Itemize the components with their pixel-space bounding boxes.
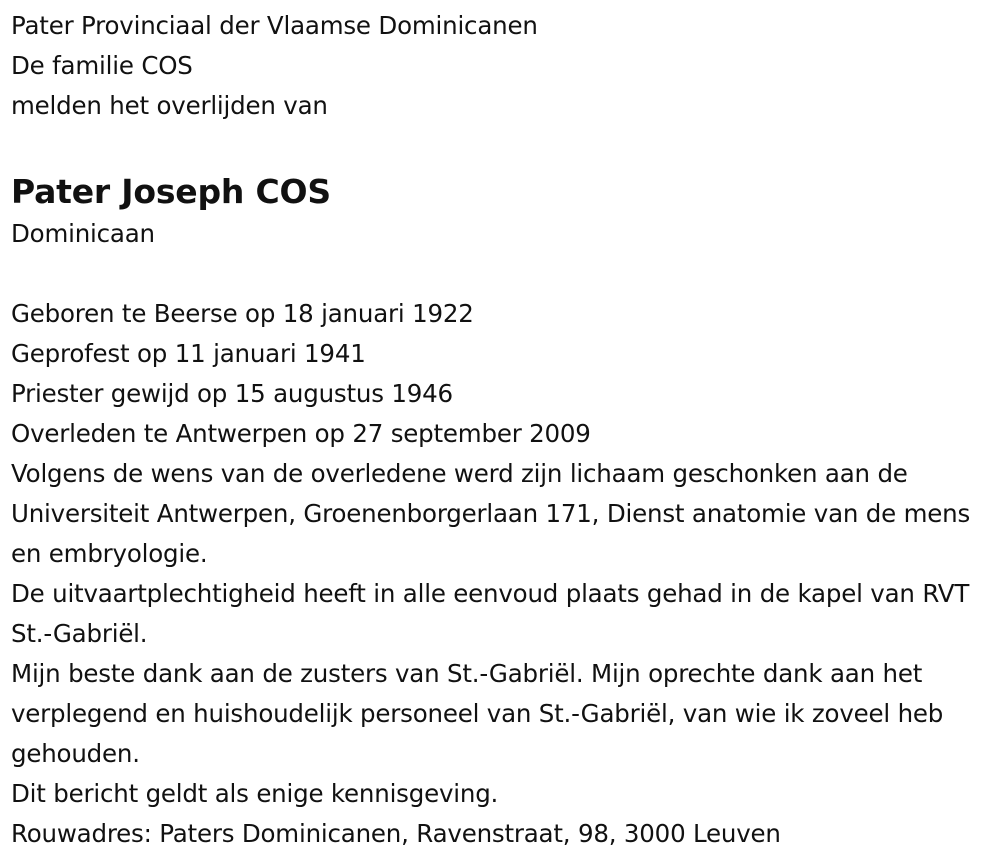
announcer-line: Pater Provinciaal der Vlaamse Dominicanen (11, 11, 538, 40)
birth-line: Geboren te Beerse op 18 januari 1922 (11, 299, 474, 328)
funeral-paragraph: De uitvaartplechtigheid heeft in alle eenvoud plaats gehad in de kapel van RVT St.-Gabriël. (11, 579, 970, 648)
spacer (11, 126, 996, 166)
thanks-paragraph: Mijn beste dank aan de zusters van St.-Gabriël. Mijn oprechte dank aan het verplegend en huishoudelijk personeel van St.-Gabriël, van wie ik zoveel heb gehouden. (11, 659, 944, 768)
body-donation-paragraph: Volgens de wens van de overledene werd zijn lichaam geschonken aan de Universiteit Antwerpen, Groenenborgerlaan 171, Dienst anatomie van de mens en embryologie. (11, 459, 971, 568)
deceased-role: Dominicaan (11, 219, 155, 248)
death-line: Overleden te Antwerpen op 27 september 2009 (11, 419, 591, 448)
profession-line: Geprofest op 11 januari 1941 (11, 339, 366, 368)
spacer (11, 254, 996, 294)
notice-line: Dit bericht geldt als enige kennisgeving. (11, 779, 499, 808)
death-notice (11, 6, 996, 854)
deceased-name: Pater Joseph COS (11, 172, 331, 211)
address-line: Rouwadres: Paters Dominicanen, Ravenstraat, 98, 3000 Leuven (11, 819, 781, 848)
announcement-line: melden het overlijden van (11, 91, 328, 120)
ordination-line: Priester gewijd op 15 augustus 1946 (11, 379, 453, 408)
family-line: De familie COS (11, 51, 193, 80)
